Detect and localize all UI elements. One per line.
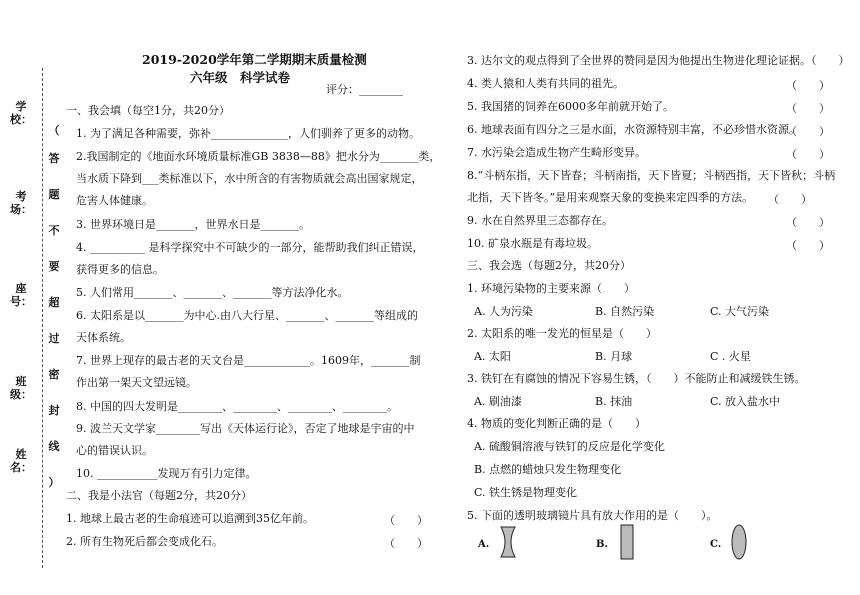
judge-question: 2. 所有生物死后都会变成化石。 [66, 535, 223, 548]
question-line: 作出第一架天文望远镜。 [76, 376, 197, 389]
seal-char: 不 [48, 224, 60, 237]
choice-question: 4. 物质的变化判断正确的是（ ） [467, 417, 646, 430]
choice-option-a: A. 太阳 [474, 350, 511, 363]
exam-room-label: 考场： [10, 190, 32, 216]
class-label: 班级： [10, 375, 32, 401]
choice-option-c: C. 大气污染 [710, 305, 770, 318]
choice-option-b: B. 抹油 [595, 395, 633, 408]
seal-char: 超 [48, 296, 60, 309]
answer-paren: （ ） [768, 193, 812, 206]
question-line: 天体系统。 [76, 331, 131, 344]
seal-char: 答 [48, 152, 60, 165]
seal-char: 过 [48, 332, 60, 345]
question-line: 心的错误认识。 [76, 444, 153, 457]
judge-question: 4. 类人猿和人类有共同的祖先。 [467, 77, 624, 90]
judge-question: 北指，天下皆冬。”是用来观察天象的变换来定四季的方法。 [467, 191, 754, 204]
name-label: 姓名： [10, 448, 32, 474]
section-heading: 二、我是小法官（每题2分，共20分） [66, 489, 252, 502]
judge-question: 10. 矿泉水瓶是有毒垃圾。 [467, 237, 598, 250]
choice-option-b: B. 自然污染 [595, 305, 655, 318]
answer-paren: （ ） [786, 216, 830, 229]
judge-question: 9. 水在自然界里三态都存在。 [467, 214, 613, 227]
answer-paren: （ ） [786, 239, 830, 252]
question-line: 8. 中国的四大发明是________、________、________、________。 [76, 400, 398, 413]
score-field: 评分：________ [326, 83, 403, 96]
judge-question: 5. 我国猪的饲养在6000多年前就开始了。 [467, 100, 674, 113]
choice-option-a: A. 人为污染 [474, 305, 533, 318]
choice-question: 2. 太阳系的唯一发光的恒星是（ ） [467, 327, 657, 340]
judge-question: 6. 地球表面有四分之三是水面，水资源特别丰富，不必珍惜水资源。 [467, 123, 800, 136]
seal-char: 线 [48, 440, 60, 453]
judge-question: 8.“斗柄东指，天下皆春；斗柄南指，天下皆夏；斗柄西指，天下皆秋；斗柄 [467, 169, 836, 182]
question-line: 6. 太阳系是以_______为中心.由八大行星、_______、_______等组成的 [76, 309, 418, 322]
question-line: 4. __________ 是科学探究中不可缺少的一部分，能帮助我们纠正错误， [76, 241, 424, 254]
exam-title: 2019-2020学年第二学期期末质量检测 [142, 52, 367, 67]
seal-char: 封 [48, 404, 60, 417]
exam-subtitle: 六年级 科学试卷 [190, 70, 291, 85]
choice-option-b: B. 点燃的蜡烛只发生物理变化 [474, 463, 622, 476]
question-line: 9. 波兰天文学家________写出《天体运行论》，否定了地球是宇宙的中 [76, 422, 415, 435]
seal-char: 题 [48, 188, 60, 201]
seal-line [42, 68, 43, 568]
section-heading: 一、我会填（每空1分，共20分） [66, 104, 230, 117]
choice-option-c: C . 火星 [710, 350, 751, 363]
section-heading: 三、我会选（每题2分，共20分） [467, 259, 631, 272]
concave-lens-icon [498, 526, 518, 558]
seal-char: ） [48, 476, 60, 489]
choice-option-b: B. [596, 539, 608, 550]
judge-question: 1. 地球上最古老的生命痕迹可以追溯到35亿年前。 [66, 512, 314, 525]
answer-paren: （ ） [786, 79, 830, 92]
answer-paren: （ ） [786, 125, 830, 138]
choice-option-c: C. [710, 539, 722, 550]
question-line: 7. 世界上现存的最古老的天文台是____________。1609年，_______制 [76, 354, 421, 367]
answer-paren: （ ） [384, 537, 428, 550]
seal-char: 要 [48, 260, 60, 273]
choice-option-c: C. 放入盐水中 [710, 395, 781, 408]
question-line: 2.我国制定的《地面水环境质量标准GB 3838—88》把水分为_______类， [76, 150, 441, 163]
question-line: 危害人体健康。 [76, 194, 153, 207]
choice-option-c: C. 铁生锈是物理变化 [474, 486, 578, 499]
convex-lens-icon [730, 524, 748, 560]
question-line: 10. ___________发现万有引力定律。 [76, 467, 257, 480]
answer-paren: （ ） [384, 514, 428, 527]
question-line: 3. 世界环境日是_______，世界水日是_______。 [76, 218, 310, 231]
choice-option-a: A. 刷油漆 [474, 395, 522, 408]
answer-paren: （ ） [786, 148, 830, 161]
seal-char: 密 [48, 368, 60, 381]
choice-question: 5. 下面的透明玻璃镜片具有放大作用的是（ ）。 [467, 509, 718, 522]
question-line: 5. 人们常用_______、_______、_______等方法净化水。 [76, 286, 349, 299]
choice-option-a: A. 硫酸铜溶液与铁钉的反应是化学变化 [474, 440, 665, 453]
answer-paren: （ ） [786, 102, 830, 115]
choice-question: 1. 环境污染物的主要来源（ ） [467, 282, 635, 295]
question-line: 1. 为了满足各种需要，弥补______________，人们驯养了更多的动物。 [76, 127, 420, 140]
choice-option-b: B. 月球 [595, 350, 633, 363]
school-label: 学校： [10, 100, 32, 126]
seat-number-label: 座号： [10, 282, 32, 308]
seal-char: （ [48, 124, 60, 137]
question-line: 获得更多的信息。 [76, 263, 164, 276]
judge-question: 7. 水污染会造成生物产生畸形变异。 [467, 146, 646, 159]
judge-question: 3. 达尔文的观点得到了全世界的赞同是因为他提出生物进化理论证据。（ ） [467, 54, 850, 67]
flat-glass-icon [620, 524, 634, 560]
choice-option-a: A. [478, 539, 490, 550]
choice-question: 3. 铁钉在有腐蚀的情况下容易生锈，（ ）不能防止和减缓铁生锈。 [467, 372, 806, 385]
question-line: 当水质下降到___类标准以下，水中所含的有害物质就会高出国家规定， [76, 172, 423, 185]
